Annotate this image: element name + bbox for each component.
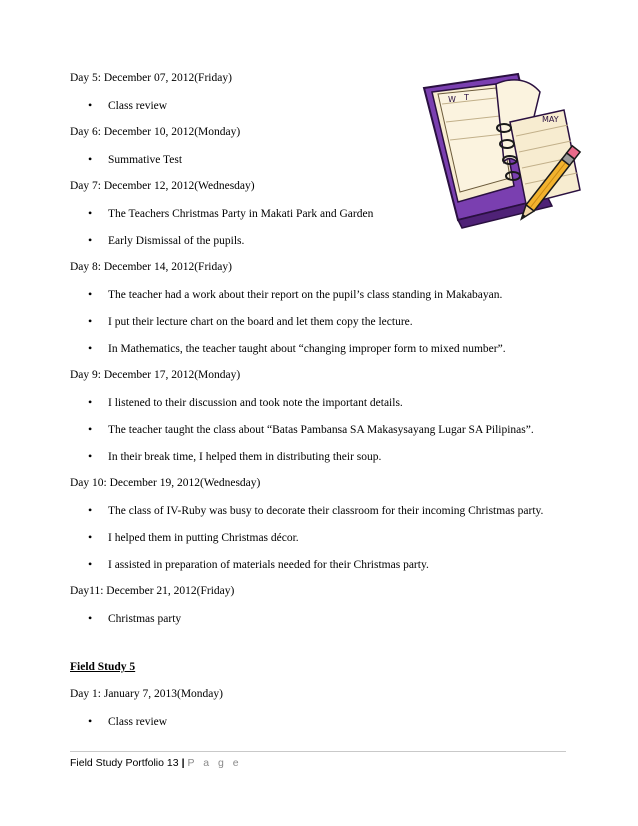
list-item [88,206,373,221]
day-heading: Day 9: December 17, 2012(Monday) [70,369,241,381]
list-item [88,714,167,729]
list-item-text: I put their lecture chart on the board and let them copy the lecture. [108,316,413,328]
bullet: • [88,395,93,409]
day-heading: Day 7: December 12, 2012(Wednesday) [70,180,255,192]
list-item-text: The class of IV-Ruby was busy to decorate their classroom for their incoming Christmas party. [108,505,544,517]
list-item [88,287,502,302]
list-item-text: The teacher had a work about their report on the pupil’s class standing in Makabayan. [108,289,503,301]
list-item-text: In their break time, I helped them in distributing their soup. [108,451,382,463]
day-heading: Day11: December 21, 2012(Friday) [70,585,235,597]
list-item [88,233,244,248]
day-heading: Day 6: December 10, 2012(Monday) [70,126,241,138]
day-heading: Day 8: December 14, 2012(Friday) [70,261,232,273]
footer [70,757,242,769]
list-item-text: Class review [108,100,168,112]
list-item-text: I assisted in preparation of materials needed for their Christmas party. [108,559,429,571]
bullet: • [88,287,93,301]
clipart-page-text: MAY [542,115,559,124]
bullet: • [88,206,93,220]
bullet: • [88,557,93,571]
clipart-page-text: W [448,95,456,104]
list-item-text: I helped them in putting Christmas décor. [108,532,299,544]
list-item-text: I listened to their discussion and took note the important details. [108,397,403,409]
day-heading: Day 10: December 19, 2012(Wednesday) [70,477,261,489]
list-item-text: The Teachers Christmas Party in Makati Park and Garden [108,208,374,220]
list-item-text: Summative Test [108,154,183,166]
bullet: • [88,714,93,728]
list-item [88,611,181,626]
bullet: • [88,449,93,463]
list-item-text: Early Dismissal of the pupils. [108,235,245,247]
list-item [88,449,381,464]
list-item [88,503,543,518]
clipart-page-text: T [464,93,469,102]
section-heading: Field Study 5 [70,661,136,673]
list-item [88,395,403,410]
list-item-text: Class review [108,716,168,728]
list-item [88,530,299,545]
bullet: • [88,314,93,328]
bullet: • [88,503,93,517]
bullet: • [88,611,93,625]
bullet: • [88,341,93,355]
list-item [88,314,413,329]
day-heading: Day 5: December 07, 2012(Friday) [70,72,232,84]
list-item [88,557,429,572]
list-item-text: Christmas party [108,613,182,625]
bullet: • [88,152,93,166]
list-item [88,98,167,113]
footer-page-word: P a g e [187,757,242,769]
calendar-notebook-with-pencil-icon [418,70,598,235]
day-heading: Day 1: January 7, 2013(Monday) [70,688,223,700]
list-item [88,152,182,167]
list-item [88,341,506,356]
list-item [88,422,534,437]
bullet: • [88,530,93,544]
footer-separator: | [181,757,185,769]
bullet: • [88,422,93,436]
list-item-text: The teacher taught the class about “Batas Pambansa SA Makasysayang Lugar SA Pilipinas”. [108,424,534,436]
bullet: • [88,98,93,112]
footer-label: Field Study Portfolio 13 [70,757,179,769]
footer-rule [70,751,566,752]
list-item-text: In Mathematics, the teacher taught about “changing improper form to mixed number”. [108,343,506,355]
bullet: • [88,233,93,247]
